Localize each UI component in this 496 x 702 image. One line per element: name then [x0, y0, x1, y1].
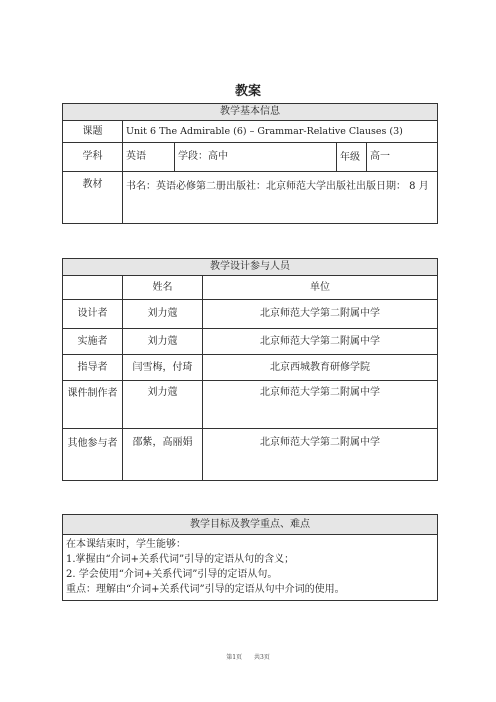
unit-column-header: 单位 [203, 276, 438, 300]
key-point: 重点：理解由“介词+关系代词”引导的定语从句中介词的使用。 [66, 584, 345, 595]
unit-cell: 北京师范大学第二附属中学 [203, 300, 438, 329]
subject-label: 学科 [63, 143, 123, 172]
participants-header: 教学设计参与人员 [63, 259, 438, 276]
name-cell: 刘力蔻 [123, 329, 203, 355]
unit-cell: 北京西城教育研修学院 [203, 355, 438, 381]
unit-cell: 北京师范大学第二附属中学 [203, 329, 438, 355]
name-column-header: 姓名 [123, 276, 203, 300]
participants-table [62, 258, 438, 481]
table-row [63, 429, 438, 481]
role-cell: 指导者 [63, 355, 123, 381]
name-cell: 闫雪梅，付琦 [123, 355, 203, 381]
basic-info-table [62, 103, 438, 224]
name-cell: 邵紫，高丽娟 [123, 429, 203, 481]
table-row [63, 355, 438, 381]
goals-header: 教学目标及教学重点、难点 [63, 515, 438, 535]
page-number: 第1页 [226, 654, 243, 661]
role-cell: 课件制作者 [63, 381, 123, 429]
role-cell: 实施者 [63, 329, 123, 355]
document-title: 教案 [234, 84, 261, 99]
goals-table [62, 514, 438, 601]
basic-info-header: 教学基本信息 [63, 104, 438, 121]
unit-cell: 北京师范大学第二附属中学 [203, 381, 438, 429]
grade-label: 年级 [337, 143, 367, 172]
page-footer [0, 652, 496, 661]
goal-item-2: 2. 学会使用“介词+关系代词”引导的定语从句。 [66, 569, 278, 580]
grade-value: 高一 [367, 143, 438, 172]
total-pages: 共3页 [253, 654, 270, 661]
name-cell: 刘力蔻 [123, 300, 203, 329]
unit-cell: 北京师范大学第二附属中学 [203, 429, 438, 481]
goals-intro: 在本课结束时，学生能够： [66, 539, 186, 550]
goals-body [63, 535, 438, 601]
topic-value: Unit 6 The Admirable (6) – Grammar-Relative Clauses (3) [123, 121, 438, 143]
material-value: 书名：英语必修第二册出版社：北京师范大学出版社出版日期： 8 月 [123, 172, 438, 224]
name-cell: 刘力蔻 [123, 381, 203, 429]
goal-item-1: 1.掌握由“介词+关系代词”引导的定语从句的含义； [66, 554, 295, 565]
role-cell: 设计者 [63, 300, 123, 329]
empty-header-cell [63, 276, 123, 300]
subject-value: 英语 [123, 143, 175, 172]
table-row [63, 300, 438, 329]
table-row [63, 329, 438, 355]
material-label: 教材 [63, 172, 123, 224]
stage-value: 学段：高中 [175, 143, 337, 172]
topic-label: 课题 [63, 121, 123, 143]
role-cell: 其他参与者 [63, 429, 123, 481]
table-row [63, 381, 438, 429]
